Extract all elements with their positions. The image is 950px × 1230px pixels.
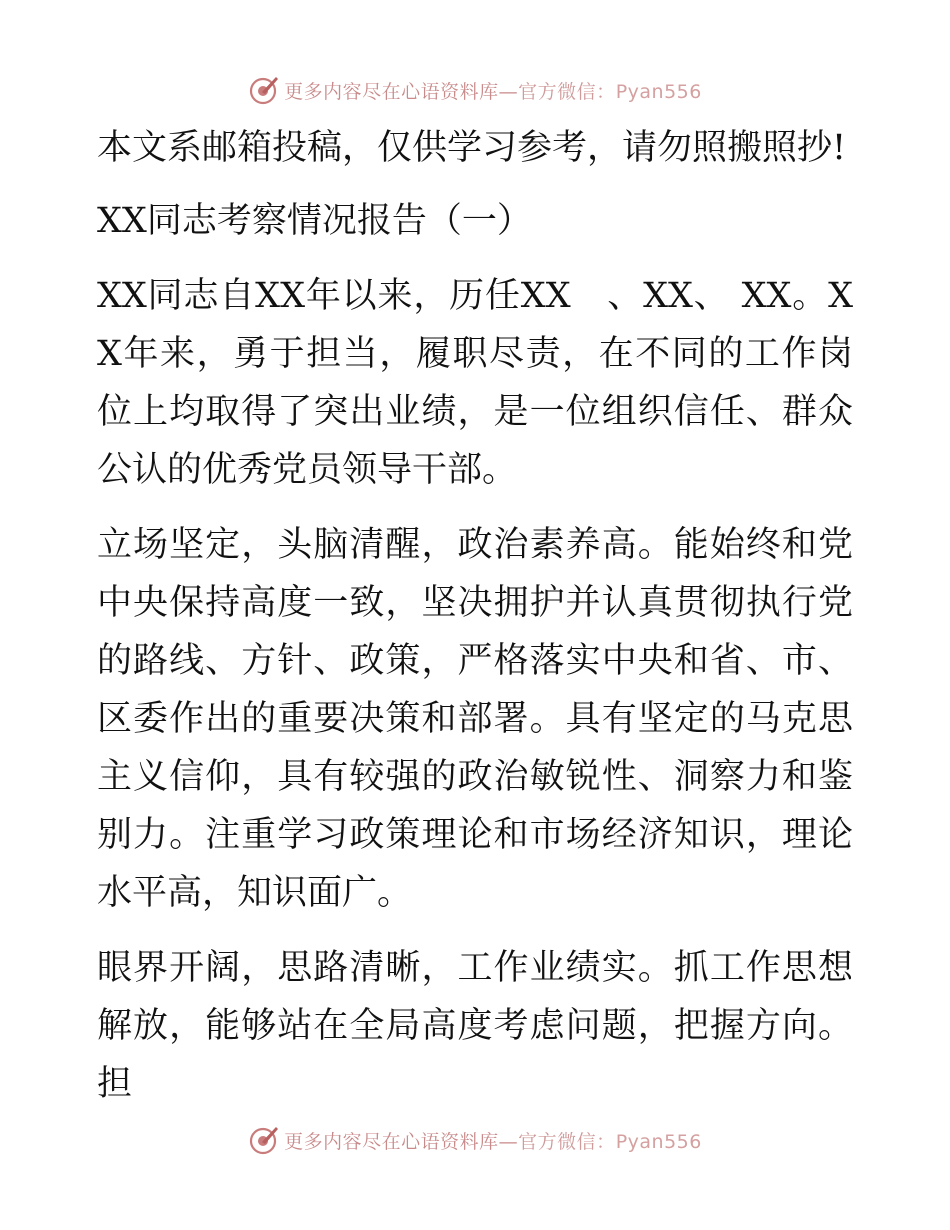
footer-watermark bbox=[0, 1120, 950, 1160]
paragraph-political-stance: 立场坚定，头脑清醒，政治素养高。能始终和党中央保持高度一致，坚决拥护并认真贯彻执行党的路线、方针、政策，严格落实中央和省、市、区委作出的重要决策和部署。具有坚定的马克思主义信仰，具有较强的政治敏锐性、洞察力和鉴别力。注重学习政策理论和市场经济知识，理论水平高，知识面广。 bbox=[97, 525, 853, 913]
quill-logo-icon bbox=[248, 74, 280, 106]
document-body bbox=[97, 122, 853, 1113]
paragraph-intro: XX同志自XX年以来，历任XX 、XX、 XX。XX年来，勇于担当，履职尽责，在不同的工作岗位上均取得了突出业绩，是一位组织信任、群众公认的优秀党员领导干部。 bbox=[97, 276, 853, 490]
quill-logo-icon bbox=[248, 1124, 280, 1156]
notice-text: 本文系邮箱投稿，仅供学习参考，请勿照搬照抄! bbox=[97, 128, 847, 168]
watermark-text: 更多内容尽在心语资料库—官方微信：Pyan556 bbox=[284, 1130, 702, 1153]
watermark-text: 更多内容尽在心语资料库—官方微信：Pyan556 bbox=[284, 80, 702, 103]
header-watermark bbox=[0, 70, 950, 110]
report-title: XX同志考察情况报告（一） bbox=[97, 201, 532, 241]
paragraph-vision: 眼界开阔，思路清晰，工作业绩实。抓工作思想解放，能够站在全局高度考虑问题，把握方向。担 bbox=[97, 948, 853, 1104]
